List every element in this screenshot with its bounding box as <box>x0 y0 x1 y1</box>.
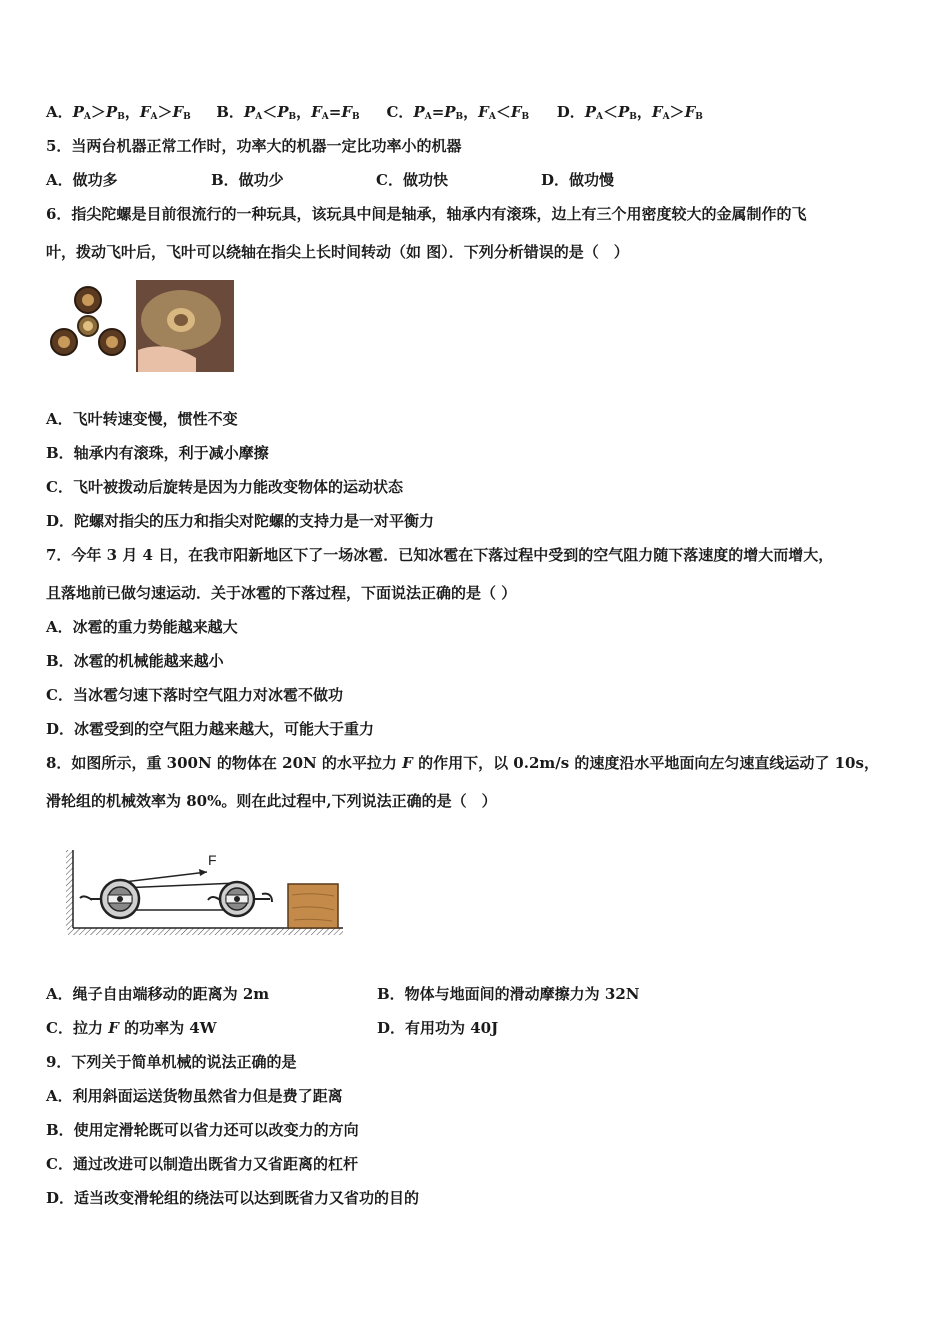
q6-option-b[interactable]: B．轴承内有滚珠，利于减小摩擦 <box>46 444 269 462</box>
q4-option-a[interactable]: A．$P_A>P_B$，$F_A>F_B$ <box>46 103 191 122</box>
q6-option-d[interactable]: D．陀螺对指尖的压力和指尖对陀螺的支持力是一对平衡力 <box>46 512 435 530</box>
q6-option-c[interactable]: C．飞叶被拨动后旋转是因为力能改变物体的运动状态 <box>46 478 403 496</box>
q5-option-c[interactable]: C．做功快 <box>376 171 448 189</box>
wooden-block <box>288 884 338 928</box>
q7-stem-line1: 7．今年 3 月 4 日，在我市阳新地区下了一场冰雹．已知冰雹在下落过程中受到的空气阻力随下落速度的增大而增大， <box>46 546 834 564</box>
q5-option-a[interactable]: A．做功多 <box>46 171 118 189</box>
q4-option-d[interactable]: D．$P_A<P_B$，$F_A>F_B$ <box>556 103 703 122</box>
q9-option-c[interactable]: C．通过改进可以制造出既省力又省距离的杠杆 <box>46 1155 358 1173</box>
free-rope-end <box>124 872 207 882</box>
fidget-spinner-image <box>46 280 236 372</box>
moving-pulley <box>208 882 272 916</box>
spinner-photo <box>51 287 125 355</box>
q8-option-b[interactable]: B．物体与地面间的滑动摩擦力为 32N <box>377 985 640 1003</box>
q5-option-b[interactable]: B．做功少 <box>211 171 284 189</box>
q7-option-c[interactable]: C．当冰雹匀速下落时空气阻力对冰雹不做功 <box>46 686 343 704</box>
q8-option-a[interactable]: A．绳子自由端移动的距离为 2m <box>46 985 270 1003</box>
q4-option-c[interactable]: C．$P_A=P_B$，$F_A<F_B$ <box>386 103 530 122</box>
q8-stem-line1: 8．如图所示，重 300N 的物体在 20N 的水平拉力 F 的作用下，以 0.2m/s 的速度沿水平地面向左匀速直线运动了 10s， <box>46 754 879 772</box>
q9-stem: 9．下列关于简单机械的说法正确的是 <box>46 1053 297 1071</box>
q8-stem-line2: 滑轮组的机械效率为 80%。则在此过程中,下列说法正确的是（ ） <box>46 792 497 810</box>
q9-option-a[interactable]: A．利用斜面运送货物虽然省力但是费了距离 <box>46 1087 343 1105</box>
force-label: F <box>208 852 217 868</box>
pulley-system-diagram <box>62 850 347 942</box>
q6-stem-line1: 6．指尖陀螺是目前很流行的一种玩具，该玩具中间是轴承，轴承内有滚珠，边上有三个用密度较大的金属制作的飞 <box>46 205 807 223</box>
wall <box>66 850 73 930</box>
q7-option-b[interactable]: B．冰雹的机械能越来越小 <box>46 652 224 670</box>
q8-options-row2 <box>46 1017 498 1039</box>
spinning-photo <box>136 280 234 372</box>
q8-option-d[interactable]: D．有用功为 40J <box>377 1019 499 1037</box>
q7-option-a[interactable]: A．冰雹的重力势能越来越大 <box>46 618 238 636</box>
q7-stem-line2: 且落地前已做匀速运动．关于冰雹的下落过程，下面说法正确的是（ ） <box>46 584 517 602</box>
q6-stem-line2: 叶，拨动飞叶后，飞叶可以绕轴在指尖上长时间转动（如 图）．下列分析错误的是（ ） <box>46 243 629 261</box>
q6-option-a[interactable]: A．飞叶转速变慢，惯性不变 <box>46 410 238 428</box>
fixed-pulley <box>80 880 139 918</box>
q5-stem: 5．当两台机器正常工作时，功率大的机器一定比功率小的机器 <box>46 137 462 155</box>
q8-options-row1 <box>46 983 640 1005</box>
q5-option-d[interactable]: D．做功慢 <box>541 171 615 189</box>
q8-option-c[interactable]: C．拉力 F 的功率为 4W <box>46 1019 217 1037</box>
q5-options <box>46 169 614 191</box>
q4-options <box>46 101 703 128</box>
q7-option-d[interactable]: D．冰雹受到的空气阻力越来越大，可能大于重力 <box>46 720 375 738</box>
q9-option-d[interactable]: D．适当改变滑轮组的绕法可以达到既省力又省功的目的 <box>46 1189 420 1207</box>
ground <box>68 928 343 935</box>
q4-option-b[interactable]: B．$P_A<P_B$，$F_A=F_B$ <box>216 103 360 122</box>
q9-option-b[interactable]: B．使用定滑轮既可以省力还可以改变力的方向 <box>46 1121 359 1139</box>
